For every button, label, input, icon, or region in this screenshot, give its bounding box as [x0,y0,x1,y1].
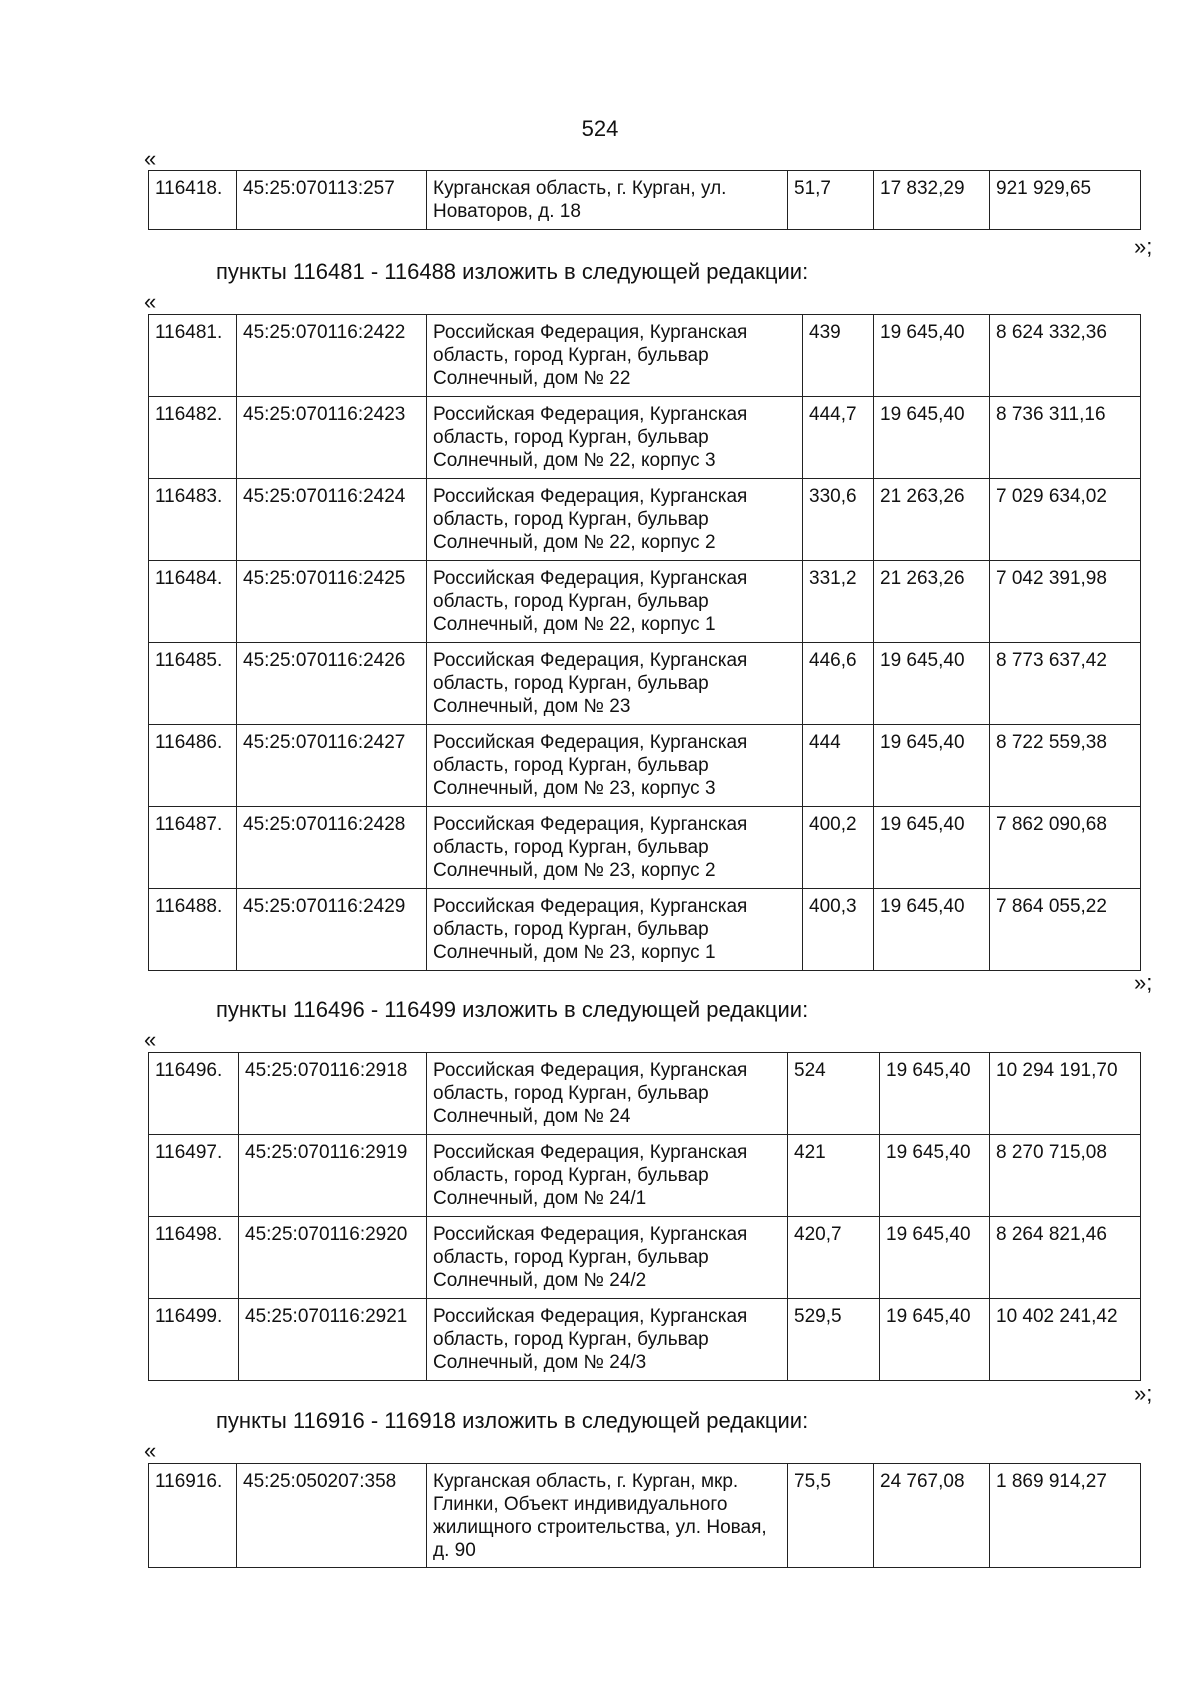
rate-cell: 19 645,40 [874,643,990,725]
address-cell: Российская Федерация, Курганская область, город Курган, бульвар Солнечный, дом № 24/1 [427,1135,788,1217]
cadastral-number: 45:25:070116:2429 [237,889,427,971]
rate-cell: 19 645,40 [880,1299,990,1381]
quote-open: « [144,146,157,171]
table-row [149,1299,1141,1381]
rate-cell: 19 645,40 [874,315,990,397]
value-cell: 7 042 391,98 [990,561,1141,643]
quote-open: « [144,1027,157,1052]
value-cell: 7 862 090,68 [990,807,1141,889]
cadastral-number: 45:25:070116:2921 [239,1299,427,1381]
cadastral-number: 45:25:070116:2426 [237,643,427,725]
table-row [149,807,1141,889]
rate-cell: 21 263,26 [874,479,990,561]
area-cell: 444 [803,725,874,807]
rate-cell: 17 832,29 [874,171,990,230]
address-cell: Курганская область, г. Курган, мкр. Глинки, Объект индивидуального жилищного строительства, ул. Новая, д. 90 [427,1464,788,1568]
quote-open: « [144,1438,157,1463]
rate-cell: 19 645,40 [874,889,990,971]
address-cell: Российская Федерация, Курганская область, город Курган, бульвар Солнечный, дом № 23 [427,643,803,725]
area-cell: 331,2 [803,561,874,643]
address-cell: Российская Федерация, Курганская область, город Курган, бульвар Солнечный, дом № 22, корпус 2 [427,479,803,561]
rate-cell: 19 645,40 [880,1053,990,1135]
section-instruction: пункты 116481 - 116488 изложить в следующей редакции: [216,259,809,284]
value-cell: 10 402 241,42 [990,1299,1141,1381]
quote-close: »; [1134,234,1153,259]
address-cell: Российская Федерация, Курганская область, город Курган, бульвар Солнечный, дом № 24/3 [427,1299,788,1381]
cadastral-number: 45:25:070116:2918 [239,1053,427,1135]
value-cell: 8 624 332,36 [990,315,1141,397]
cadastral-number: 45:25:070116:2920 [239,1217,427,1299]
area-cell: 400,2 [803,807,874,889]
item-number: 116488. [149,889,237,971]
area-cell: 444,7 [803,397,874,479]
item-number: 116484. [149,561,237,643]
table-row [149,643,1141,725]
table-row [149,1135,1141,1217]
cadastral-number: 45:25:070116:2424 [237,479,427,561]
address-cell: Российская Федерация, Курганская область, город Курган, бульвар Солнечный, дом № 23, корпус 1 [427,889,803,971]
address-cell: Российская Федерация, Курганская область, город Курган, бульвар Солнечный, дом № 24 [427,1053,788,1135]
cadastral-number: 45:25:070116:2422 [237,315,427,397]
rate-cell: 19 645,40 [880,1217,990,1299]
area-cell: 400,3 [803,889,874,971]
table-row [149,1053,1141,1135]
cadastral-number: 45:25:050207:358 [237,1464,427,1568]
value-cell: 10 294 191,70 [990,1053,1141,1135]
section-2-table [148,314,1141,971]
rate-cell: 19 645,40 [874,725,990,807]
rate-cell: 19 645,40 [874,807,990,889]
area-cell: 529,5 [788,1299,880,1381]
rate-cell: 19 645,40 [874,397,990,479]
value-cell: 8 722 559,38 [990,725,1141,807]
value-cell: 1 869 914,27 [990,1464,1141,1568]
area-cell: 51,7 [788,171,874,230]
table-row [149,397,1141,479]
area-cell: 439 [803,315,874,397]
quote-close: »; [1134,970,1153,995]
rate-cell: 19 645,40 [880,1135,990,1217]
value-cell: 8 773 637,42 [990,643,1141,725]
address-cell: Российская Федерация, Курганская область, город Курган, бульвар Солнечный, дом № 22, корпус 3 [427,397,803,479]
address-cell: Российская Федерация, Курганская область, город Курган, бульвар Солнечный, дом № 23, корпус 2 [427,807,803,889]
page-number: 524 [581,116,619,141]
item-number: 116498. [149,1217,239,1299]
area-cell: 421 [788,1135,880,1217]
cadastral-number: 45:25:070116:2919 [239,1135,427,1217]
area-cell: 330,6 [803,479,874,561]
address-cell: Российская Федерация, Курганская область, город Курган, бульвар Солнечный, дом № 24/2 [427,1217,788,1299]
item-number: 116499. [149,1299,239,1381]
value-cell: 7 029 634,02 [990,479,1141,561]
item-number: 116481. [149,315,237,397]
cadastral-number: 45:25:070116:2428 [237,807,427,889]
area-cell: 420,7 [788,1217,880,1299]
address-cell: Курганская область, г. Курган, ул. Новаторов, д. 18 [427,171,788,230]
item-number: 116482. [149,397,237,479]
address-cell: Российская Федерация, Курганская область, город Курган, бульвар Солнечный, дом № 22 [427,315,803,397]
item-number: 116485. [149,643,237,725]
item-number: 116487. [149,807,237,889]
table-row [149,315,1141,397]
value-cell: 921 929,65 [990,171,1141,230]
section-instruction: пункты 116496 - 116499 изложить в следующей редакции: [216,997,809,1022]
item-number: 116496. [149,1053,239,1135]
table-row [149,1217,1141,1299]
cadastral-number: 45:25:070116:2425 [237,561,427,643]
section-instruction: пункты 116916 - 116918 изложить в следующей редакции: [216,1408,809,1433]
value-cell: 8 264 821,46 [990,1217,1141,1299]
address-cell: Российская Федерация, Курганская область, город Курган, бульвар Солнечный, дом № 23, корпус 3 [427,725,803,807]
quote-open: « [144,289,157,314]
area-cell: 75,5 [788,1464,874,1568]
area-cell: 446,6 [803,643,874,725]
table-row [149,1464,1141,1568]
table-row [149,171,1141,230]
address-cell: Российская Федерация, Курганская область, город Курган, бульвар Солнечный, дом № 22, корпус 1 [427,561,803,643]
value-cell: 8 736 311,16 [990,397,1141,479]
section-3-table [148,1052,1141,1381]
value-cell: 7 864 055,22 [990,889,1141,971]
table-row [149,561,1141,643]
rate-cell: 24 767,08 [874,1464,990,1568]
table-row [149,479,1141,561]
cadastral-number: 45:25:070113:257 [237,171,427,230]
item-number: 116483. [149,479,237,561]
section-1-table [148,170,1141,230]
item-number: 116486. [149,725,237,807]
section-4-table [148,1463,1141,1568]
value-cell: 8 270 715,08 [990,1135,1141,1217]
item-number: 116916. [149,1464,237,1568]
item-number: 116418. [149,171,237,230]
table-row [149,889,1141,971]
quote-close: »; [1134,1381,1153,1406]
item-number: 116497. [149,1135,239,1217]
area-cell: 524 [788,1053,880,1135]
cadastral-number: 45:25:070116:2427 [237,725,427,807]
cadastral-number: 45:25:070116:2423 [237,397,427,479]
rate-cell: 21 263,26 [874,561,990,643]
table-row [149,725,1141,807]
